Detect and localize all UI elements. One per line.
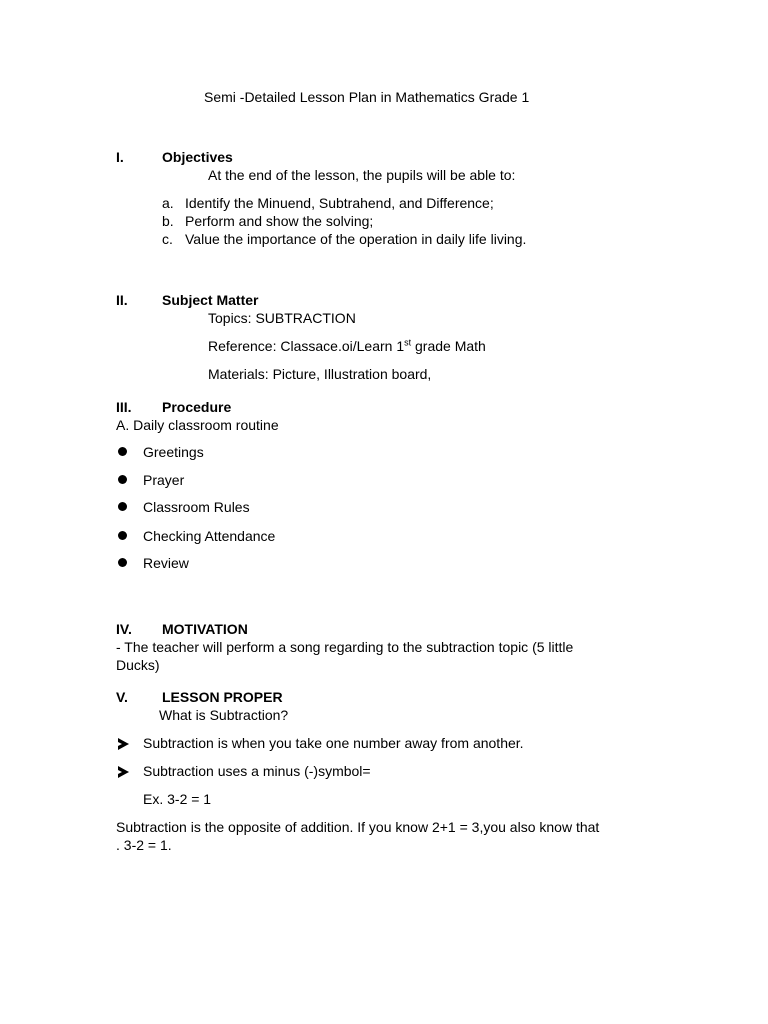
objectives-intro: At the end of the lesson, the pupils will be able to:	[208, 167, 516, 183]
objectives-number: I.	[116, 149, 124, 165]
objective-item: Identify the Minuend, Subtrahend, and Difference;	[185, 195, 494, 211]
procedure-heading: Procedure	[162, 399, 232, 415]
routine-item: Greetings	[143, 444, 204, 460]
objective-marker: a.	[162, 195, 174, 211]
objective-marker: b.	[162, 213, 174, 229]
bullet-icon	[118, 531, 127, 540]
materials-line: Materials: Picture, Illustration board,	[208, 366, 432, 382]
objective-item: Perform and show the solving;	[185, 213, 374, 229]
reference-text-end: grade Math	[411, 338, 486, 354]
objectives-heading: Objectives	[162, 149, 233, 165]
motivation-number: IV.	[116, 621, 132, 637]
lesson-number: V.	[116, 689, 128, 705]
procedure-subheading: A. Daily classroom routine	[116, 417, 279, 433]
motivation-text-line1: - The teacher will perform a song regarding to the subtraction topic (5 little	[116, 639, 574, 655]
arrow-bullet-icon	[118, 738, 129, 750]
routine-item: Review	[143, 555, 189, 571]
routine-item: Checking Attendance	[143, 528, 276, 544]
procedure-number: III.	[116, 399, 132, 415]
motivation-text-line2: Ducks)	[116, 657, 160, 673]
bullet-icon	[118, 558, 127, 567]
lesson-example: Ex. 3-2 = 1	[143, 791, 212, 807]
reference-line	[208, 337, 486, 355]
motivation-heading: MOTIVATION	[162, 621, 248, 637]
objective-marker: c.	[162, 231, 173, 247]
bullet-icon	[118, 447, 127, 456]
bullet-icon	[118, 502, 127, 511]
routine-item: Classroom Rules	[143, 499, 250, 515]
lesson-heading: LESSON PROPER	[162, 689, 283, 705]
bullet-icon	[118, 475, 127, 484]
lesson-paragraph-line1: Subtraction is the opposite of addition. If you know 2+1 = 3,you also know that	[116, 819, 600, 835]
lesson-point: Subtraction uses a minus (-)symbol=	[143, 763, 371, 779]
lesson-question: What is Subtraction?	[159, 707, 289, 723]
objective-item: Value the importance of the operation in daily life living.	[185, 231, 527, 247]
lesson-point: Subtraction is when you take one number away from another.	[143, 735, 524, 751]
topics-line: Topics: SUBTRACTION	[208, 310, 356, 326]
document-title: Semi -Detailed Lesson Plan in Mathematics Grade 1	[204, 89, 530, 105]
lesson-paragraph-line2: . 3-2 = 1.	[116, 837, 172, 853]
arrow-bullet-icon	[118, 766, 129, 778]
subject-matter-number: II.	[116, 292, 128, 308]
reference-superscript: st	[404, 337, 412, 348]
reference-text: Reference: Classace.oi/Learn 1	[208, 338, 405, 354]
subject-matter-heading: Subject Matter	[162, 292, 259, 308]
routine-item: Prayer	[143, 472, 185, 488]
